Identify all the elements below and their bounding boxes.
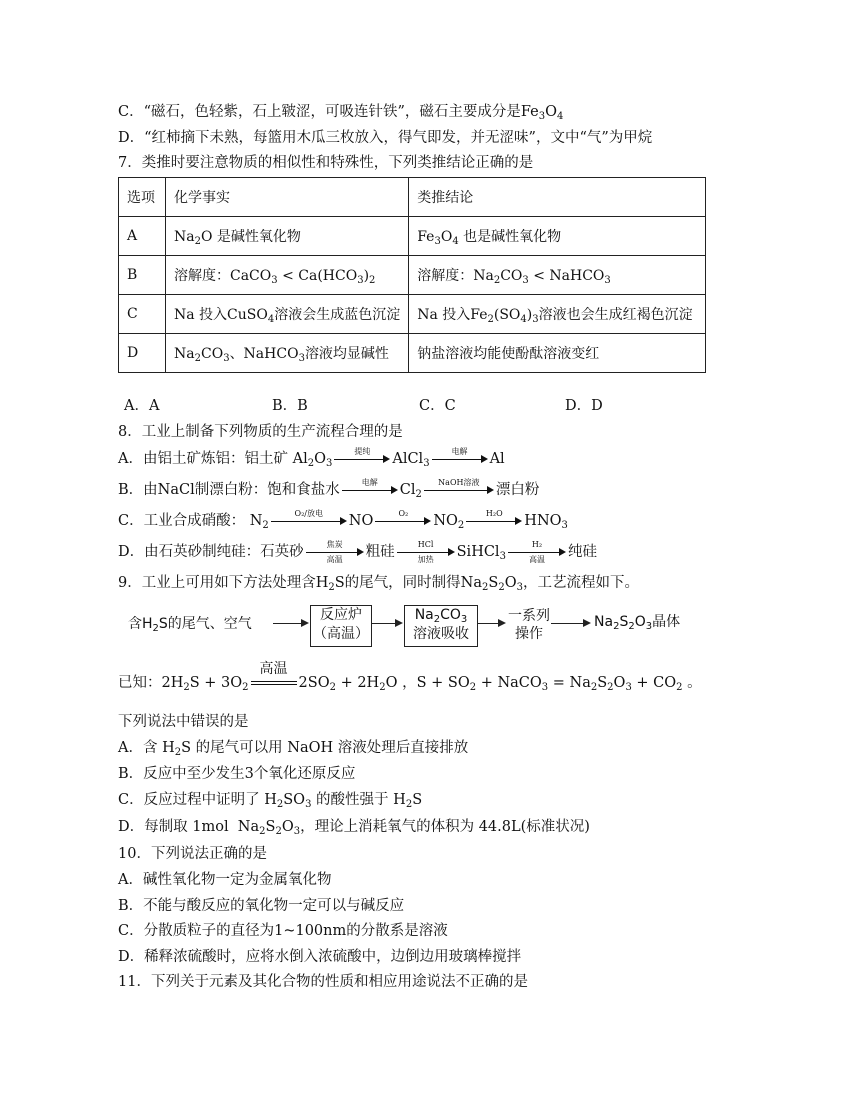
q8-option-b[interactable]: B．由NaCl制漂白粉：饱和食盐水 电解 $Cl_2$ NaOH溶液 漂白粉 xyxy=(118,478,540,500)
flow-box-reactor: 反应炉 （高温） xyxy=(310,605,372,647)
option-c-line: C．“磁石，色轻紫，石上皲涩，可吸连针铁”，磁石主要成分是$Fe_3O_4$ xyxy=(118,104,564,122)
question-7-stem: 7．类推时要注意物质的相似性和特殊性，下列类推结论正确的是 xyxy=(118,155,534,171)
question-8-stem: 8．工业上制备下列物质的生产流程合理的是 xyxy=(118,424,403,440)
row-fact: $Na_2O$ 是碱性氧化物 xyxy=(166,217,409,256)
row-conclusion: $Fe_3O_4$ 也是碱性氧化物 xyxy=(409,217,706,256)
q9-option-d[interactable]: D．每制取 1mol $Na_2S_2O_3$，理论上消耗氧气的体积为 44.8L(标准状况) xyxy=(118,819,590,837)
q7-option-d[interactable]: D．D xyxy=(565,398,603,414)
q7-option-c[interactable]: C．C xyxy=(419,398,456,414)
q7-option-a[interactable]: A．A xyxy=(124,398,160,414)
header-conclusion: 类推结论 xyxy=(409,178,706,217)
row-option: C xyxy=(119,295,166,334)
flow-box-absorb: $Na_2CO_3$ 溶液吸收 xyxy=(404,605,478,647)
reaction-arrow-icon: NaOH溶液 xyxy=(424,480,494,500)
row-conclusion: 溶解度：$Na_2CO_3$ < NaHCO$_3$ xyxy=(409,256,706,295)
question-10-stem: 10．下列说法正确的是 xyxy=(118,846,267,862)
question-7-options xyxy=(124,396,704,416)
question-7-table xyxy=(118,177,706,373)
q8-option-d[interactable]: D．由石英砂制纯硅：石英砂 焦炭 高温 粗硅 HCl 加热 SiHCl$_3$ H₂ 高温 纯硅 xyxy=(118,540,597,564)
table-row xyxy=(119,217,706,256)
reaction-arrow-icon: O₂/放电 xyxy=(271,511,347,531)
reaction-arrow-icon: H₂O xyxy=(466,511,522,531)
flow-end: $Na_2S_2O_3$晶体 xyxy=(594,614,681,632)
flow-arrow-icon xyxy=(273,619,309,629)
row-conclusion: Na 投入$Fe_2(SO_4)_3$溶液也会生成红褐色沉淀 xyxy=(409,295,706,334)
q9-option-b[interactable]: B．反应中至少发生3个氧化还原反应 xyxy=(118,766,356,782)
reaction-arrow-icon: 电解 xyxy=(342,480,398,500)
reaction-arrow-icon: H₂ 高温 xyxy=(508,542,566,562)
process-flow-diagram xyxy=(128,605,688,650)
reaction-arrow-icon: 电解 xyxy=(432,449,488,469)
q10-option-c[interactable]: C．分散质粒子的直径为1~100nm的分散系是溶液 xyxy=(118,923,448,939)
question-9-stem: 9．工业上可用如下方法处理含$H_2S$的尾气，同时制得$Na_2S_2O_3$，工艺流程如下。 xyxy=(118,575,639,593)
flow-arrow-icon xyxy=(551,619,591,629)
option-d-line: D．“红柿摘下未熟，每篮用木瓜三枚放入，得气即发，并无涩味”，文中“气”为甲烷 xyxy=(118,130,653,146)
q10-option-b[interactable]: B．不能与酸反应的氧化物一定可以与碱反应 xyxy=(118,898,405,914)
flow-start: 含$H_2S$的尾气、空气 xyxy=(128,616,252,634)
table-row xyxy=(119,256,706,295)
header-fact: 化学事实 xyxy=(166,178,409,217)
question-9-question: 下列说法中错误的是 xyxy=(118,714,249,730)
row-conclusion: 钠盐溶液均能使酚酞溶液变红 xyxy=(409,334,706,373)
q9-option-c[interactable]: C．反应过程中证明了 $H_2SO_3$ 的酸性强于 $H_2S$ xyxy=(118,792,423,810)
row-fact: $Na_2CO_3$、NaHCO$_3$溶液均显碱性 xyxy=(166,334,409,373)
row-fact: Na 投入CuSO$_4$溶液会生成蓝色沉淀 xyxy=(166,295,409,334)
known-equations: 已知：$2H_2S + 3O_2$ 高温 $2SO_2 + 2H_2O$ ，$S + SO_2$ + NaCO$_3$ = $Na_2S_2O_3 + CO_2$ 。 xyxy=(118,661,702,693)
q7-option-b[interactable]: B．B xyxy=(272,398,308,414)
reaction-arrow-icon: HCl 加热 xyxy=(397,542,455,562)
flow-arrow-icon xyxy=(371,619,403,629)
row-fact: 溶解度：CaCO$_3$ < $Ca(HCO_3)_2$ xyxy=(166,256,409,295)
table-row xyxy=(119,334,706,373)
q8-option-c[interactable]: C．工业合成硝酸： $N_2$ O₂/放电 NO O₂ $NO_2$ H₂O $HNO_3$ xyxy=(118,509,568,531)
q8-option-a[interactable]: A．由铝土矿炼铝：铝土矿 $Al_2O_3$ 提纯 AlCl$_3$ 电解 Al xyxy=(118,447,505,469)
reaction-arrow-icon: 焦炭 高温 xyxy=(306,542,364,562)
flow-arrow-icon xyxy=(477,619,506,629)
header-option: 选项 xyxy=(119,178,166,217)
row-option: A xyxy=(119,217,166,256)
equilibrium-condition: 高温 xyxy=(251,673,297,693)
flow-step-operation: 一系列 操作 xyxy=(508,608,550,642)
table-row xyxy=(119,295,706,334)
q10-option-d[interactable]: D．稀释浓硫酸时，应将水倒入浓硫酸中，边倒边用玻璃棒搅拌 xyxy=(118,949,522,965)
q9-option-a[interactable]: A．含 $H_2S$ 的尾气可以用 NaOH 溶液处理后直接排放 xyxy=(118,740,469,758)
reaction-arrow-icon: O₂ xyxy=(375,511,431,531)
row-option: D xyxy=(119,334,166,373)
reaction-arrow-icon: 提纯 xyxy=(334,449,390,469)
table-header-row xyxy=(119,178,706,217)
question-11-stem: 11．下列关于元素及其化合物的性质和相应用途说法不正确的是 xyxy=(118,974,528,990)
row-option: B xyxy=(119,256,166,295)
q10-option-a[interactable]: A．碱性氧化物一定为金属氧化物 xyxy=(118,872,332,888)
